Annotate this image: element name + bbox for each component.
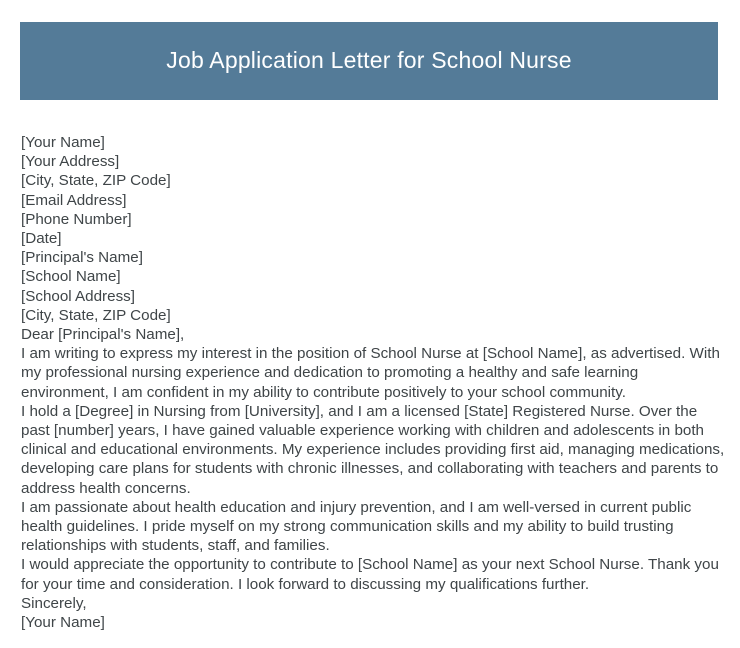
address-line: [Date]	[21, 230, 62, 248]
letter-paragraph: I am writing to express my interest in the position of School Nurse at [School Name], as advertised. With my professional nursing experience and dedication to promoting a healthy and safe learning environment, I am confident in my ability to contribute positively to your school community.	[21, 345, 720, 401]
closing: Sincerely,	[21, 594, 87, 612]
address-line: [Your Name]	[21, 134, 105, 151]
letter-paragraph: I am passionate about health education and injury prevention, and I am well-versed in current public health guidelines. I pride myself on my strong communication skills and my ability to build trusting relationships with students, staff, and families.	[21, 498, 692, 555]
address-line: [Phone Number]	[21, 210, 132, 228]
document-header-band	[20, 22, 718, 100]
letter-body	[21, 133, 727, 632]
address-line: [City, State, ZIP Code]	[21, 172, 171, 190]
address-line: [City, State, ZIP Code]	[21, 306, 171, 324]
page-title: Job Application Letter for School Nurse	[166, 47, 572, 74]
letter-paragraph: I would appreciate the opportunity to contribute to [School Name] as your next School Nurse. Thank you for your time and consideration. I look forward to discussing my qualifications further.	[21, 556, 719, 593]
address-line: [Email Address]	[21, 191, 127, 209]
address-line: [Principal's Name]	[21, 249, 143, 267]
sender-recipient-address-block	[21, 133, 727, 325]
salutation: Dear [Principal's Name],	[21, 326, 185, 344]
signature-name: [Your Name]	[21, 614, 105, 632]
address-line: [Your Address]	[21, 153, 120, 171]
letter-paragraph: I hold a [Degree] in Nursing from [University], and I am a licensed [State] Registered Nurse. Over the past [number] years, I have gained valuable experience working with children and adolescents in both clinical and educational environments. My experience includes providing first aid, managing medications, developing care plans for students with chronic illnesses, and collaborating with teachers and parents to address health concerns.	[21, 402, 725, 497]
address-line: [School Name]	[21, 268, 121, 286]
address-line: [School Address]	[21, 287, 135, 305]
